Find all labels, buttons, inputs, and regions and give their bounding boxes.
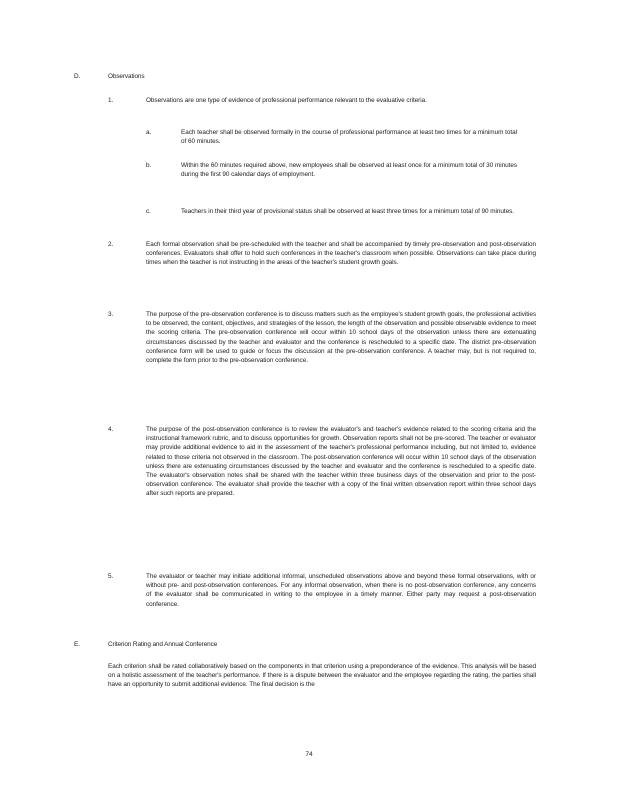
subitem-letter: a. [146, 129, 152, 136]
item-2-text: Each formal observation shall be pre-scheduled with the teacher and shall be accompanied by timely pre-observation and post-observation conferences. Evaluators shall offer to hold such conferences in the teacher's classroom when possible. Observations can take place during times when the teacher is not instructing in the areas of the teacher's student growth goals. [146, 241, 536, 267]
page-number: 74 [305, 751, 313, 758]
item-number: 2. [108, 241, 114, 248]
item-1-text: Observations are one type of evidence of professional performance relevant to the evaluative criteria. [146, 97, 427, 104]
subitem-a-text: Each teacher shall be observed formally in the course of professional performance at least two times for a minimum total of 60 minutes. [181, 129, 517, 146]
section-d-letter: D. [74, 73, 81, 80]
item-number: 1. [108, 97, 114, 104]
subitem-letter: c. [146, 208, 151, 215]
section-d-title: Observations [108, 73, 145, 80]
item-4-text: The purpose of the post-observation conference is to review the evaluator's and teacher's evidence related to the scoring criteria and the instructional framework rubric, and to discuss opportunities for growth. Observation reports shall not be pre-scored. The teacher or evaluator may provide additional evidence to aid in the assessment of the teacher's professional performance including, but not limited to, evidence related to those criteria not observed in the classroom. The post-observation conference will occur within 10 school days of the observation unless there are extenuating circumstances discussed by the teacher and evaluator and the conference is rescheduled to a specific date. The evaluator's observation notes shall be shared with the teacher within three business days of the observation and prior to the post-observation conference. The evaluator shall provide the teacher with a copy of the final written observation report within three school days after such reports are prepared. [146, 426, 536, 498]
subitem-b-text: Within the 60 minutes required above, new employees shall be observed at least once for a minimum total of 30 minutes during the first 90 calendar days of employment. [181, 162, 517, 179]
item-number: 5. [108, 573, 114, 580]
section-e-title: Criterion Rating and Annual Conference [108, 641, 218, 648]
subitem-letter: b. [146, 162, 152, 169]
item-number: 3. [108, 311, 114, 318]
subitem-c-text: Teachers in their third year of provisional status shall be observed at least three times for a minimum total of 90 minutes. [181, 208, 515, 215]
item-5-text: The evaluator or teacher may initiate additional informal, unscheduled observations above and beyond these formal observations, with or without pre- and post-observation conferences. For any informal observation, when there is no post-observation conference, any concerns of the evaluator shall be communicated in writing to the employee in a timely manner. Either party may request a post-observation conference. [146, 573, 536, 608]
item-number: 4. [108, 426, 114, 433]
section-e-letter: E. [74, 641, 80, 648]
item-3-text: The purpose of the pre-observation conference is to discuss matters such as the employee's student growth goals, the professional activities to be observed, the content, objectives, and strategies of the lesson, the length of the observation and possible observable evidence to meet the scoring criteria. The pre-observation conference will occur within 10 school days of the observation unless there are extenuating circumstances discussed by the teacher and evaluator and the conference is rescheduled to a specific date. The district pre-observation conference form will be used to guide or focus the discussion at the pre-observation conference. A teacher may, but is not required to, complete the form prior to the pre-observation conference. [146, 311, 536, 365]
section-e-text: Each criterion shall be rated collaboratively based on the components in that criterion using a preponderance of the evidence. This analysis will be based on a holistic assessment of the teacher's performance. If there is a dispute between the evaluator and the employee regarding the rating, the parties shall have an opportunity to submit additional evidence. The final decision is the [108, 663, 536, 689]
